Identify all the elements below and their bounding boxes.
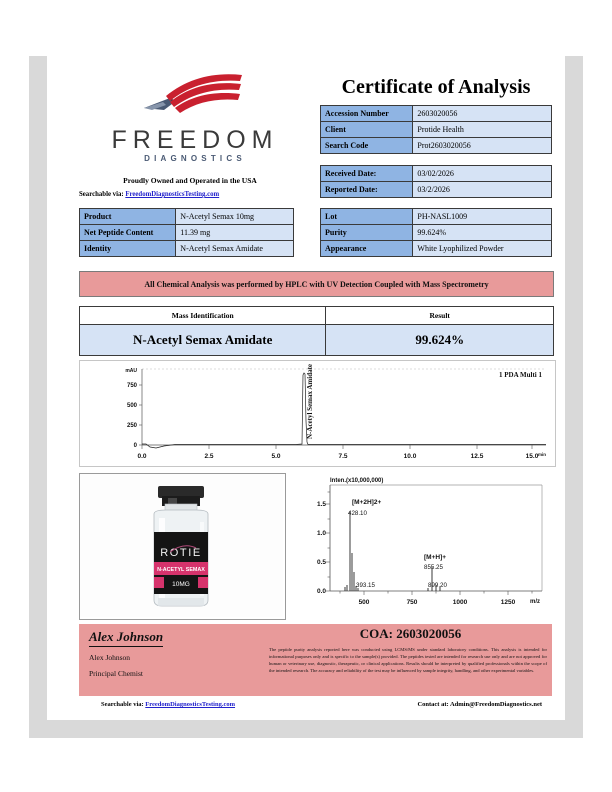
chrom-xtick-1: 2.5 bbox=[204, 453, 214, 460]
method-banner bbox=[79, 271, 554, 297]
signature-disclaimer-block bbox=[79, 624, 552, 696]
table-row bbox=[321, 182, 552, 198]
company-logo bbox=[95, 74, 295, 184]
purity-label: Purity bbox=[321, 225, 413, 241]
vial-dose-text: 10MG bbox=[172, 581, 190, 588]
table-row bbox=[80, 325, 554, 356]
chrom-ytick-750: 750 bbox=[126, 383, 137, 389]
purity-value: 99.624% bbox=[413, 225, 552, 241]
logo-subtext: DIAGNOSTICS bbox=[144, 154, 246, 163]
ms-xtick-1250: 1250 bbox=[500, 599, 516, 606]
certificate-page bbox=[47, 56, 565, 720]
ms-peak-label-428: 428.10 bbox=[348, 510, 367, 517]
table-row bbox=[321, 122, 552, 138]
chrom-xtick-2: 5.0 bbox=[271, 453, 281, 460]
reported-date-label: Reported Date: bbox=[321, 182, 413, 198]
ms-peak-label-899: 899.20 bbox=[428, 582, 447, 589]
ms-xtick-1000: 1000 bbox=[452, 599, 468, 606]
lot-table bbox=[320, 208, 552, 257]
chrom-xtick-3: 7.5 bbox=[338, 453, 348, 460]
usa-tagline: Proudly Owned and Operated in the USA bbox=[123, 176, 257, 185]
client-value: Protide Health bbox=[413, 122, 552, 138]
search-code-value: Prot2603020056 bbox=[413, 138, 552, 154]
appearance-label: Appearance bbox=[321, 241, 413, 257]
received-date-label: Received Date: bbox=[321, 166, 413, 182]
ms-ytick-2: 1.0 bbox=[316, 530, 326, 537]
page-title: Certificate of Analysis bbox=[341, 76, 531, 98]
coa-number: COA: 2603020056 bbox=[359, 626, 462, 641]
ms-ytick-0: 0.0 bbox=[316, 588, 326, 595]
vial-brand-text: ROTIE bbox=[160, 547, 202, 559]
appearance-value: White Lyophilized Powder bbox=[413, 241, 552, 257]
ms-ytick-1: 0.5 bbox=[316, 559, 326, 566]
table-row bbox=[321, 209, 552, 225]
lot-value: PH-NASL1009 bbox=[413, 209, 552, 225]
table-row bbox=[80, 225, 294, 241]
footer-searchable bbox=[101, 701, 235, 708]
table-row bbox=[321, 241, 552, 257]
method-banner-text: All Chemical Analysis was performed by HPLC with UV Detection Coupled with Mass Spectrometry bbox=[144, 279, 489, 289]
searchable-via-line bbox=[79, 191, 219, 198]
product-label: Product bbox=[80, 209, 176, 225]
chrom-ytick-250: 250 bbox=[126, 423, 137, 429]
mass-spectrum-chart bbox=[294, 473, 554, 618]
hplc-chromatogram bbox=[79, 360, 556, 467]
client-label: Client bbox=[321, 122, 413, 138]
searchable-prefix: Searchable via: bbox=[79, 191, 124, 198]
ms-peak-charge-label-1: [M+2H]2+ bbox=[352, 499, 382, 506]
identity-label: Identity bbox=[80, 241, 176, 257]
accession-value: 2603020056 bbox=[413, 106, 552, 122]
table-row bbox=[321, 138, 552, 154]
table-row bbox=[321, 166, 552, 182]
chrom-xtick-4: 10.0 bbox=[403, 453, 417, 460]
vial-product-text: N-ACETYL SEMAX bbox=[157, 567, 205, 573]
result-table bbox=[79, 306, 554, 356]
accession-table bbox=[320, 105, 552, 154]
ms-ytick-3: 1.5 bbox=[316, 501, 326, 508]
chrom-ylabel: mAU bbox=[125, 368, 137, 374]
logo-wordmark: FREEDOM bbox=[111, 126, 279, 154]
vial-photo bbox=[79, 473, 286, 620]
signature-script: Alex Johnson bbox=[89, 629, 163, 647]
accession-label: Accession Number bbox=[321, 106, 413, 122]
signer-title: Principal Chemist bbox=[89, 669, 143, 678]
chrom-annotation: 1 PDA Multi 1 bbox=[499, 371, 542, 379]
ms-ylabel: Inten.(x10,000,000) bbox=[330, 478, 384, 484]
signer-printed-name: Alex Johnson bbox=[89, 653, 131, 662]
mass-identification-value: N-Acetyl Semax Amidate bbox=[80, 325, 326, 356]
net-peptide-label: Net Peptide Content bbox=[80, 225, 176, 241]
eagle-flag-icon bbox=[130, 74, 260, 126]
dates-table bbox=[320, 165, 552, 198]
footer-searchable-prefix: Searchable via: bbox=[101, 701, 144, 708]
received-date-value: 03/02/2026 bbox=[413, 166, 552, 182]
identity-value: N-Acetyl Semax Amidate bbox=[176, 241, 294, 257]
product-value: N-Acetyl Semax 10mg bbox=[176, 209, 294, 225]
mass-identification-header: Mass Identification bbox=[80, 307, 326, 325]
lot-label: Lot bbox=[321, 209, 413, 225]
net-peptide-value: 11.39 mg bbox=[176, 225, 294, 241]
search-code-label: Search Code bbox=[321, 138, 413, 154]
chrom-xtick-0: 0.0 bbox=[137, 453, 147, 460]
footer-contact: Contact at: Admin@FreedomDiagnostics.net bbox=[417, 701, 542, 708]
table-row bbox=[80, 241, 294, 257]
searchable-link[interactable]: FreedomDiagnosticsTesting.com bbox=[125, 191, 220, 198]
ms-xtick-500: 500 bbox=[358, 599, 370, 606]
result-value: 99.624% bbox=[326, 325, 554, 356]
ms-xtick-750: 750 bbox=[406, 599, 418, 606]
footer-searchable-link[interactable]: FreedomDiagnosticsTesting.com bbox=[145, 701, 236, 708]
table-row bbox=[80, 209, 294, 225]
ms-peak-label-393: 393.15 bbox=[356, 582, 375, 589]
ms-peak-charge-label-2: [M+H]+ bbox=[424, 554, 447, 561]
table-row bbox=[321, 225, 552, 241]
chrom-xtick-6: 15.0 bbox=[525, 453, 539, 460]
chrom-ytick-500: 500 bbox=[126, 403, 137, 409]
chrom-xlabel: min bbox=[537, 452, 546, 457]
ms-xlabel: m/z bbox=[529, 599, 540, 605]
result-header: Result bbox=[326, 307, 554, 325]
page-footer bbox=[79, 701, 552, 713]
chrom-xtick-5: 12.5 bbox=[470, 453, 484, 460]
chrom-ytick-0: 0 bbox=[133, 443, 137, 449]
reported-date-value: 03/2/2026 bbox=[413, 182, 552, 198]
disclaimer-text: The peptide purity analysis reported here was conducted using LCMS/MS under standard laboratory conditions. This analysis is intended for informational purposes only and is specific to the sample(s) provided. The peptides tested are intended for research use only and are not approved for human or veterinary use, diagnostic, therapeutic, or clinical applications. Results should be interpreted by qualified professionals within the scope of the intended research. The accuracy and reliability of the test may be influenced by sample integrity, handling, and other experimental variables. bbox=[269, 647, 547, 674]
ms-peak-label-855: 855.25 bbox=[424, 564, 443, 571]
chrom-peak-label: N-Acetyl Semax Amidate bbox=[306, 363, 314, 439]
table-row bbox=[321, 106, 552, 122]
product-table bbox=[79, 208, 294, 257]
table-header-row bbox=[80, 307, 554, 325]
